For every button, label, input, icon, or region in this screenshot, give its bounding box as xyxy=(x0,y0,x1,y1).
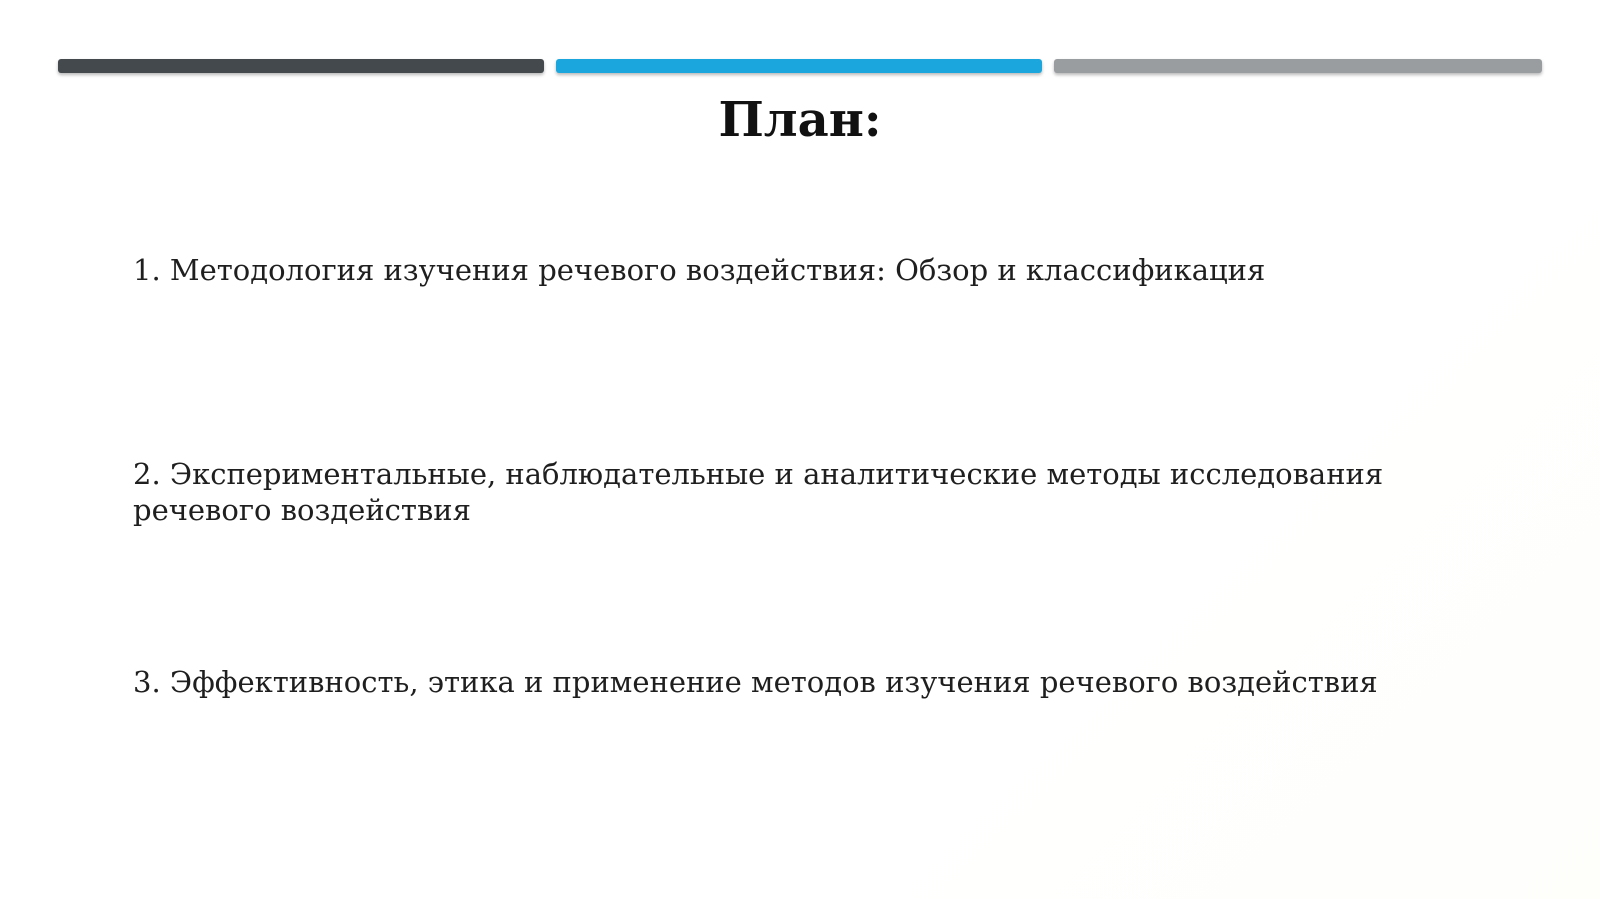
accent-bar-dark xyxy=(58,59,544,73)
plan-item-1: 1. Методология изучения речевого воздействия: Обзор и классификация xyxy=(133,253,1266,287)
accent-bar-blue xyxy=(556,59,1042,73)
slide-title: План: xyxy=(718,92,882,148)
plan-item-2: 2. Экспериментальные, наблюдательные и аналитические методы исследования речевого воздействия xyxy=(133,457,1384,527)
accent-bar-gray xyxy=(1054,59,1542,73)
plan-item-3: 3. Эффективность, этика и применение методов изучения речевого воздействия xyxy=(133,665,1378,699)
